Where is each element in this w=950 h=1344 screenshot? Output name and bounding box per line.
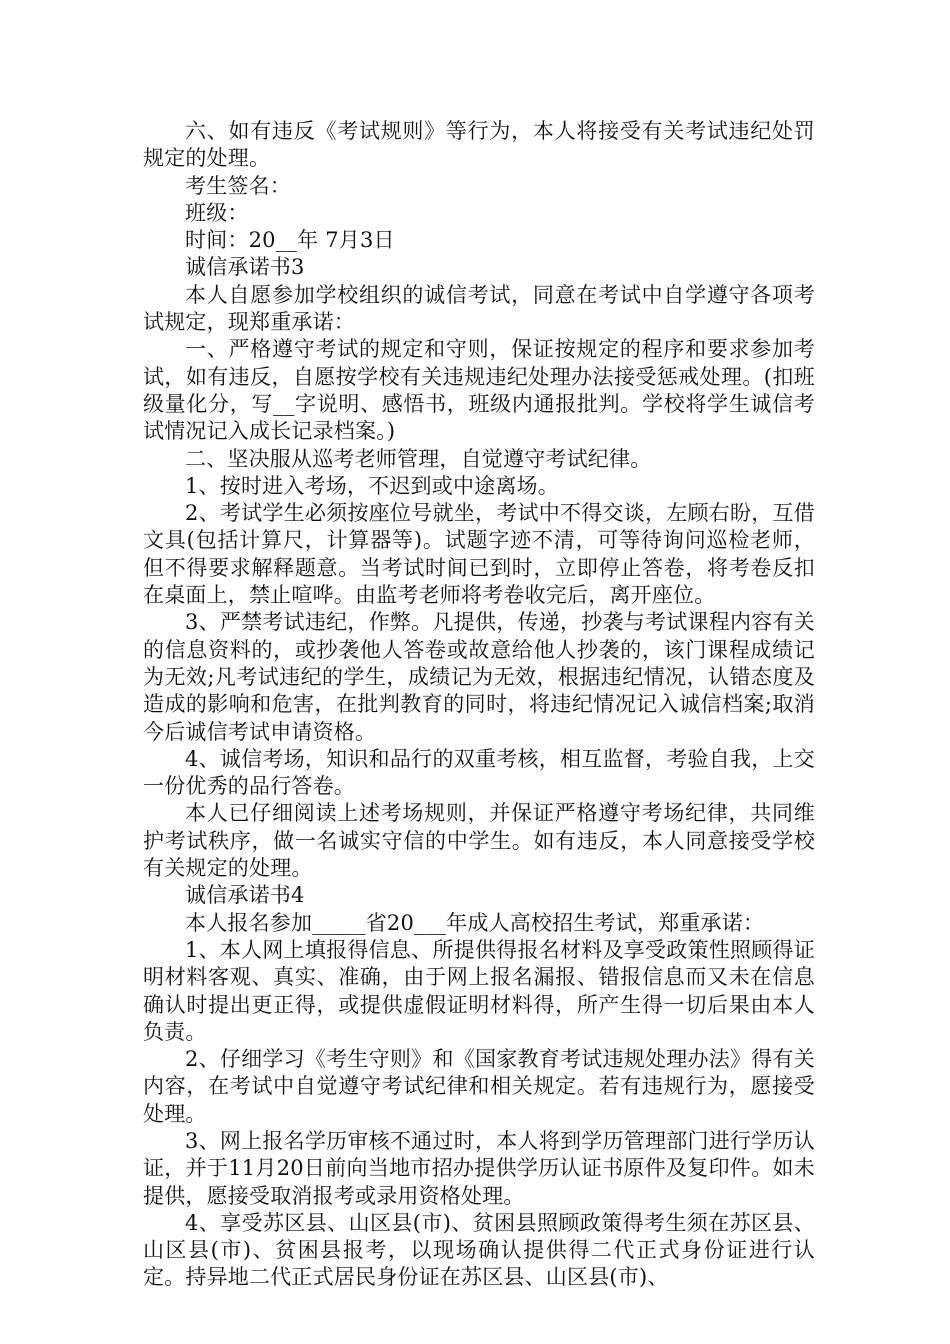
paragraph-sub-4: 4、诚信考场，知识和品行的双重考核，相互监督，考验自我，上交一份优秀的品行答卷。 [143, 746, 815, 799]
class-line: 班级： [185, 200, 249, 225]
section-heading-3: 诚信承诺书3 [185, 255, 305, 280]
paragraph-rule-six: 六、如有违反《考试规则》等行为，本人将接受有关考试违纪处罚规定的处理。 [143, 119, 815, 171]
paragraph-item-two: 二、坚决服从巡考老师管理，自觉遵守考试纪律。 [185, 446, 652, 471]
paragraph-sub-3: 3、严禁考试违纪，作弊。凡提供，传递，抄袭与考试课程内容有关的信息资料的，或抄袭他人答卷或故意给他人抄袭的，该门课程成绩记为无效;凡考试违纪的学生，成绩记为无效，根据违纪情况，认错态度及造成的影响和危害，在批判教育的同时，将违纪情况记入诚信档案;取消今后诚信考试申请资格。 [143, 610, 815, 744]
paragraph-pledge-4: 4、享受苏区县、山区县(市)、贫困县照顾政策得考生须在苏区县、山区县(市)、贫困县报考，以现场确认提供得二代正式身份证进行认定。持异地二代正式居民身份证在苏区县、山区县(市)、 [143, 1210, 815, 1290]
paragraph-pledge-2: 2、仔细学习《考生守则》和《国家教育考试违规处理办法》得有关内容，在考试中自觉遵守考试纪律和相关规定。若有违规行为，愿接受处理。 [143, 1047, 815, 1126]
document-body [143, 118, 815, 1292]
paragraph-intro-4: 本人报名参加_____省20___年成人高校招生考试，郑重承诺： [185, 910, 765, 935]
paragraph-closing-3: 本人已仔细阅读上述考场规则，并保证严格遵守考场纪律，共同维护考试秩序，做一名诚实守信的中学生。如有违反，本人同意接受学校有关规定的处理。 [143, 801, 815, 881]
paragraph-pledge-3: 3、网上报名学历审核不通过时，本人将到学历管理部门进行学历认证，并于11月20日前向当地市招办提供学历认证书原件及复印件。如未提供，愿接受取消报考或录用资格处理。 [143, 1128, 815, 1208]
date-line: 时间：20__年 7月3日 [185, 228, 395, 253]
section-heading-4: 诚信承诺书4 [185, 883, 305, 908]
paragraph-intro-3: 本人自愿参加学校组织的诚信考试，同意在考试中自学遵守各项考试规定，现郑重承诺： [143, 282, 815, 335]
paragraph-sub-2: 2、考试学生必须按座位号就坐，考试中不得交谈，左顾右盼，互借文具(包括计算尺，计算器等)。试题字迹不清，可等待询问巡检老师，但不得要求解释题意。当考试时间已到时，立即停止答卷，将考卷反扣在桌面上，禁止喧哗。由监考老师将考卷收完后，离开座位。 [143, 501, 815, 608]
paragraph-pledge-1: 1、本人网上填报得信息、所提供得报名材料及享受政策性照顾得证明材料客观、真实、准确，由于网上报名漏报、错报信息而又未在信息确认时提出更正得，或提供虚假证明材料得，所产生得一切后果由本人负责。 [143, 937, 815, 1044]
paragraph-item-one: 一、严格遵守考试的规定和守则，保证按规定的程序和要求参加考试，如有违反，自愿按学校有关违规违纪处理办法接受惩戒处理。(扣班级量化分，写__字说明、感悟书，班级内通报批判。学校将学生诚信考试情况记入成长记录档案。) [143, 337, 815, 444]
paragraph-sub-1: 1、按时进入考场，不迟到或中途离场。 [185, 473, 559, 498]
candidate-signature-line: 考生签名： [185, 173, 291, 198]
